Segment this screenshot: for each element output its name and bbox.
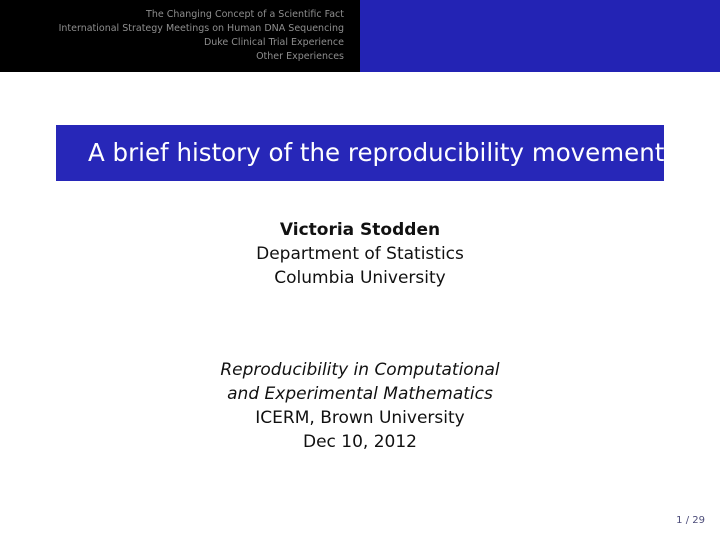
author-name: Victoria Stodden [279, 220, 441, 240]
section-navigation [0, 0, 360, 72]
page-number: 1 / 29 [676, 515, 705, 526]
event-date: Dec 10, 2012 [302, 432, 417, 452]
event-venue: ICERM, Brown University [255, 408, 465, 428]
section-link-other-experiences[interactable]: Other Experiences [256, 51, 344, 62]
event-name-line-1: Reproducibility in Computational [220, 360, 500, 380]
title-box [56, 125, 664, 181]
event-block [0, 358, 720, 454]
section-link-duke-trial[interactable]: Duke Clinical Trial Experience [203, 37, 344, 48]
slide-title: A brief history of the reproducibility movement [88, 137, 665, 167]
section-link-dna-sequencing[interactable]: International Strategy Meetings on Human DNA Sequencing [58, 23, 344, 34]
author-block [0, 218, 720, 290]
author-department: Department of Statistics [256, 244, 464, 264]
headline-right-panel [360, 0, 720, 72]
event-name-line-2: and Experimental Mathematics [227, 384, 493, 404]
headline-bar [0, 0, 720, 72]
section-list [59, 8, 344, 64]
section-link-scientific-fact[interactable]: The Changing Concept of a Scientific Fact [146, 9, 344, 20]
author-institution: Columbia University [274, 268, 446, 288]
